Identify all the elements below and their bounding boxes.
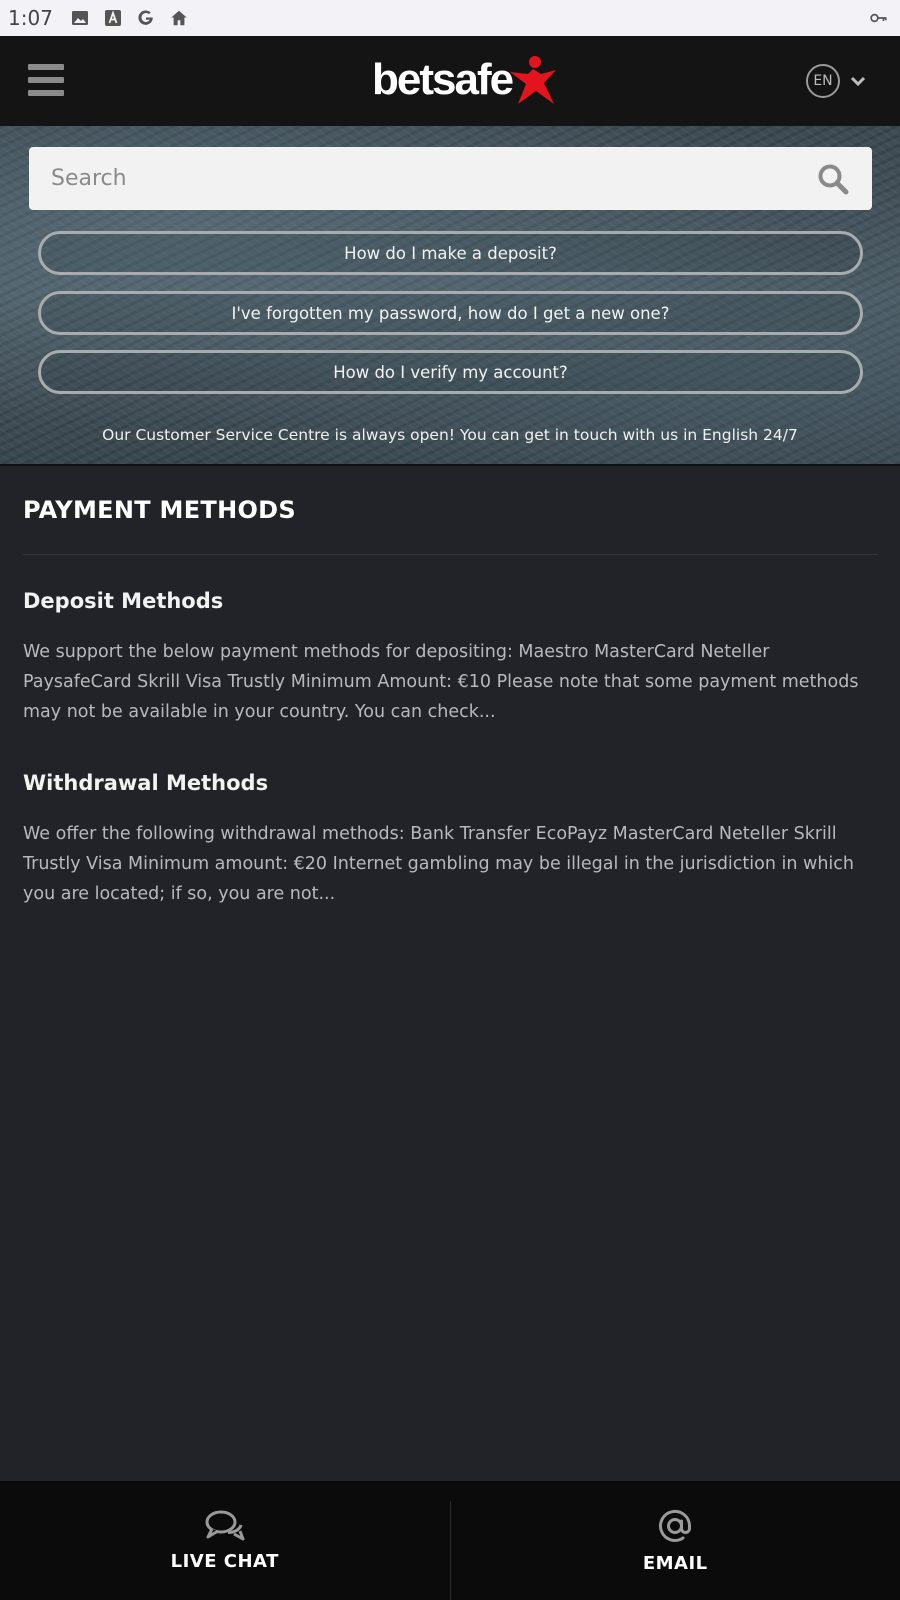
contact-bar	[0, 1481, 900, 1600]
app-header	[0, 36, 900, 126]
language-selector[interactable]	[806, 64, 866, 98]
deposit-methods-text[interactable]: We support the below payment methods for depositing: Maestro MasterCard Neteller PaysafeCard Skrill Visa Trustly Minimum Amount: €10 Please note that some payment methods may not be available in your country. You can check...	[23, 642, 859, 722]
betsafe-logo[interactable]	[372, 52, 558, 108]
page-title: PAYMENT METHODS	[23, 496, 296, 524]
divider	[23, 554, 878, 555]
logo-text: betsafe	[372, 55, 513, 104]
help-hero	[0, 126, 900, 466]
search-button[interactable]	[816, 162, 850, 196]
live-chat-label: LIVE CHAT	[170, 1551, 279, 1572]
quick-link-verify-account[interactable]: How do I verify my account?	[38, 350, 863, 394]
menu-icon-bar	[28, 77, 64, 83]
home-icon	[170, 9, 188, 27]
email-button[interactable]	[451, 1481, 900, 1600]
email-label: EMAIL	[642, 1553, 708, 1574]
at-sign-icon	[656, 1507, 694, 1545]
language-code: EN	[806, 64, 840, 98]
logo-star-figure-icon	[508, 54, 558, 106]
google-icon	[137, 9, 155, 27]
deposit-methods-title[interactable]: Deposit Methods	[23, 589, 224, 613]
search-bar	[29, 147, 872, 210]
main-content	[23, 466, 878, 909]
menu-icon-bar	[28, 90, 64, 96]
chat-bubbles-icon	[204, 1509, 246, 1543]
live-chat-button[interactable]	[0, 1481, 450, 1600]
quick-link-deposit[interactable]: How do I make a deposit?	[38, 231, 863, 275]
status-time: 1:07	[8, 6, 53, 30]
menu-button[interactable]	[28, 64, 64, 96]
search-icon	[817, 163, 849, 195]
customer-service-note: Our Customer Service Centre is always open! You can get in touch with us in English 24/7	[102, 426, 798, 444]
chevron-down-icon	[850, 75, 866, 87]
status-bar	[0, 0, 900, 36]
image-icon	[71, 9, 89, 27]
withdrawal-methods-title[interactable]: Withdrawal Methods	[23, 771, 269, 795]
quick-link-forgot-password[interactable]: I've forgotten my password, how do I get a new one?	[38, 291, 863, 335]
search-input[interactable]	[51, 166, 816, 191]
withdrawal-methods-text[interactable]: We offer the following withdrawal methods: Bank Transfer EcoPayz MasterCard Neteller Skrill Trustly Visa Minimum amount: €20 Internet gambling may be illegal in the jurisdiction in which you are located; if so, you are not...	[23, 824, 854, 904]
text-a-icon	[104, 9, 122, 27]
key-icon	[870, 9, 888, 27]
menu-icon-bar	[28, 64, 64, 70]
status-icons	[71, 9, 188, 27]
